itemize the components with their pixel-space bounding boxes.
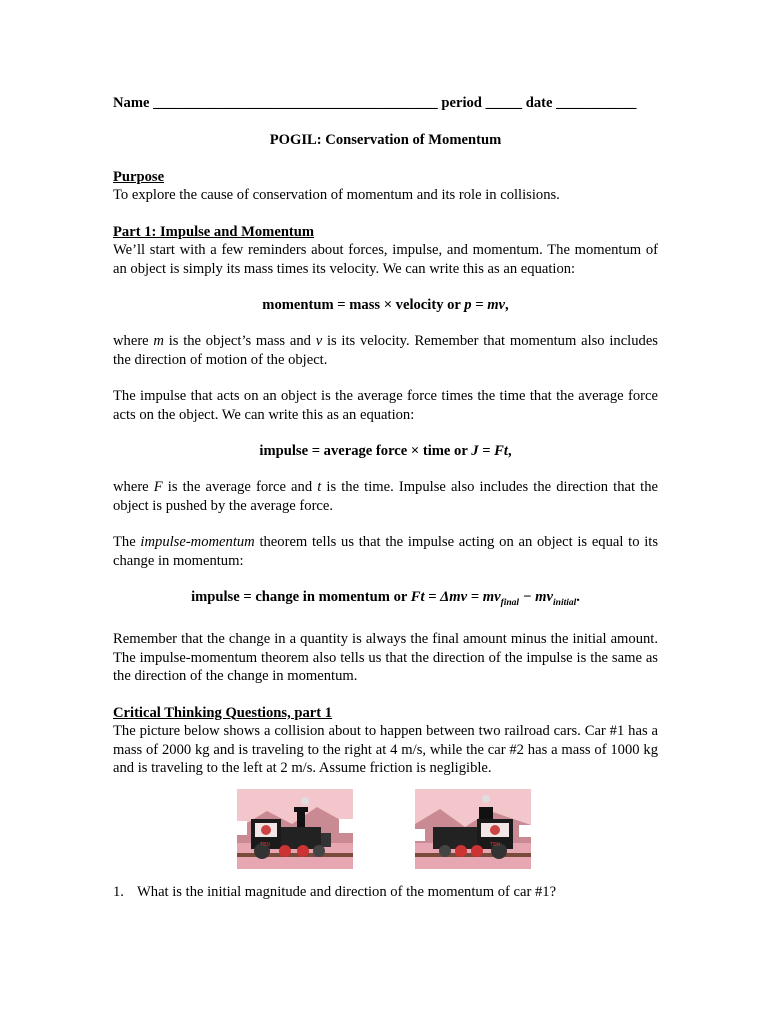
eq2-end: , bbox=[507, 443, 512, 459]
critical-text: The picture below shows a collision about to happen between two railroad cars. Car #1 has a mass of 2000 kg and is traveling to the right at 4 m/s, while the car #2 has a mass of 1000 kg and is traveling to the left at 2 m/s. Assume friction is negligible. bbox=[113, 723, 658, 776]
header-row bbox=[113, 95, 658, 115]
train-images bbox=[113, 789, 658, 871]
theorem-a: The bbox=[113, 534, 141, 550]
train-2-illustration bbox=[415, 789, 531, 869]
eq2-formula: J = Ft bbox=[471, 443, 508, 459]
where1-a: where bbox=[113, 333, 154, 349]
purpose-heading: Purpose bbox=[113, 168, 165, 185]
eq1-formula: p = mv bbox=[464, 297, 506, 313]
eq3-sub-initial: initial bbox=[553, 598, 577, 608]
theorem-b: theorem tells us that the impulse acting on an object is equal to its change in momentum: bbox=[113, 534, 658, 569]
part1-heading: Part 1: Impulse and Momentum bbox=[113, 223, 315, 240]
eq1-end: , bbox=[505, 297, 509, 313]
where1-b: is the object’s mass and bbox=[163, 333, 316, 349]
date-label: date bbox=[525, 95, 553, 111]
where2-c: is the time. Impulse also includes the direction that the object is pushed by the average force. bbox=[113, 479, 658, 514]
purpose-text: To explore the cause of conservation of momentum and its role in collisions. bbox=[113, 187, 560, 203]
where1-m: m bbox=[153, 333, 164, 349]
impulse-momentum-equation bbox=[113, 588, 658, 612]
critical-heading: Critical Thinking Questions, part 1 bbox=[113, 704, 333, 721]
eq3-end: . bbox=[576, 589, 580, 605]
momentum-explanation bbox=[113, 332, 658, 369]
question-1-number: 1. bbox=[113, 883, 124, 900]
date-blank[interactable]: ___________ bbox=[556, 95, 637, 111]
question-1 bbox=[113, 883, 658, 901]
theorem-text bbox=[113, 533, 658, 570]
where2-b: is the average force and bbox=[162, 479, 318, 495]
eq3-text: impulse = change in momentum or bbox=[191, 589, 411, 605]
eq3-formula: Ft = Δmv = mv bbox=[410, 589, 501, 605]
part1-intro: We’ll start with a few reminders about forces, impulse, and momentum. The momentum of an object is simply its mass times its velocity. We can write this as an equation: bbox=[113, 242, 658, 277]
eq3-sub-final: final bbox=[500, 598, 520, 608]
train-1-plate: TEN bbox=[260, 841, 270, 848]
train-2-plate: TEN bbox=[490, 841, 500, 848]
document-page bbox=[113, 95, 658, 901]
eq2-text: impulse = average force × time or bbox=[259, 443, 472, 459]
where1-c: is its velocity. Remember that momentum also includes the direction of motion of the object. bbox=[113, 333, 658, 368]
where2-t: t bbox=[317, 479, 322, 495]
impulse-equation bbox=[113, 442, 658, 460]
railroad-car-2-image bbox=[415, 789, 531, 869]
document-title: POGIL: Conservation of Momentum bbox=[269, 132, 502, 148]
theorem-term: impulse-momentum bbox=[140, 534, 255, 550]
impulse-explanation bbox=[113, 478, 658, 515]
where1-v: v bbox=[315, 333, 323, 349]
eq3-minus: − mv bbox=[519, 589, 554, 605]
where2-a: where bbox=[113, 479, 154, 495]
period-label: period bbox=[441, 95, 482, 111]
impulse-intro: The impulse that acts on an object is the average force times the time that the average force acts on the object. We can write this as an equation: bbox=[113, 388, 658, 423]
name-blank[interactable]: _______________________________________ bbox=[153, 95, 438, 111]
remember-text: Remember that the change in a quantity is always the final amount minus the initial amount. The impulse-momentum theorem also tells us that the direction of the impulse is the same as the direction of the change in momentum. bbox=[113, 631, 658, 684]
where2-F: F bbox=[153, 479, 163, 495]
period-blank[interactable]: _____ bbox=[485, 95, 523, 111]
question-1-text: What is the initial magnitude and direction of the momentum of car #1? bbox=[137, 883, 557, 900]
railroad-car-1-image bbox=[237, 789, 353, 869]
name-label: Name bbox=[113, 95, 150, 111]
eq1-text: momentum = mass × velocity or bbox=[262, 297, 465, 313]
momentum-equation bbox=[113, 296, 658, 314]
train-1-illustration bbox=[237, 789, 353, 869]
